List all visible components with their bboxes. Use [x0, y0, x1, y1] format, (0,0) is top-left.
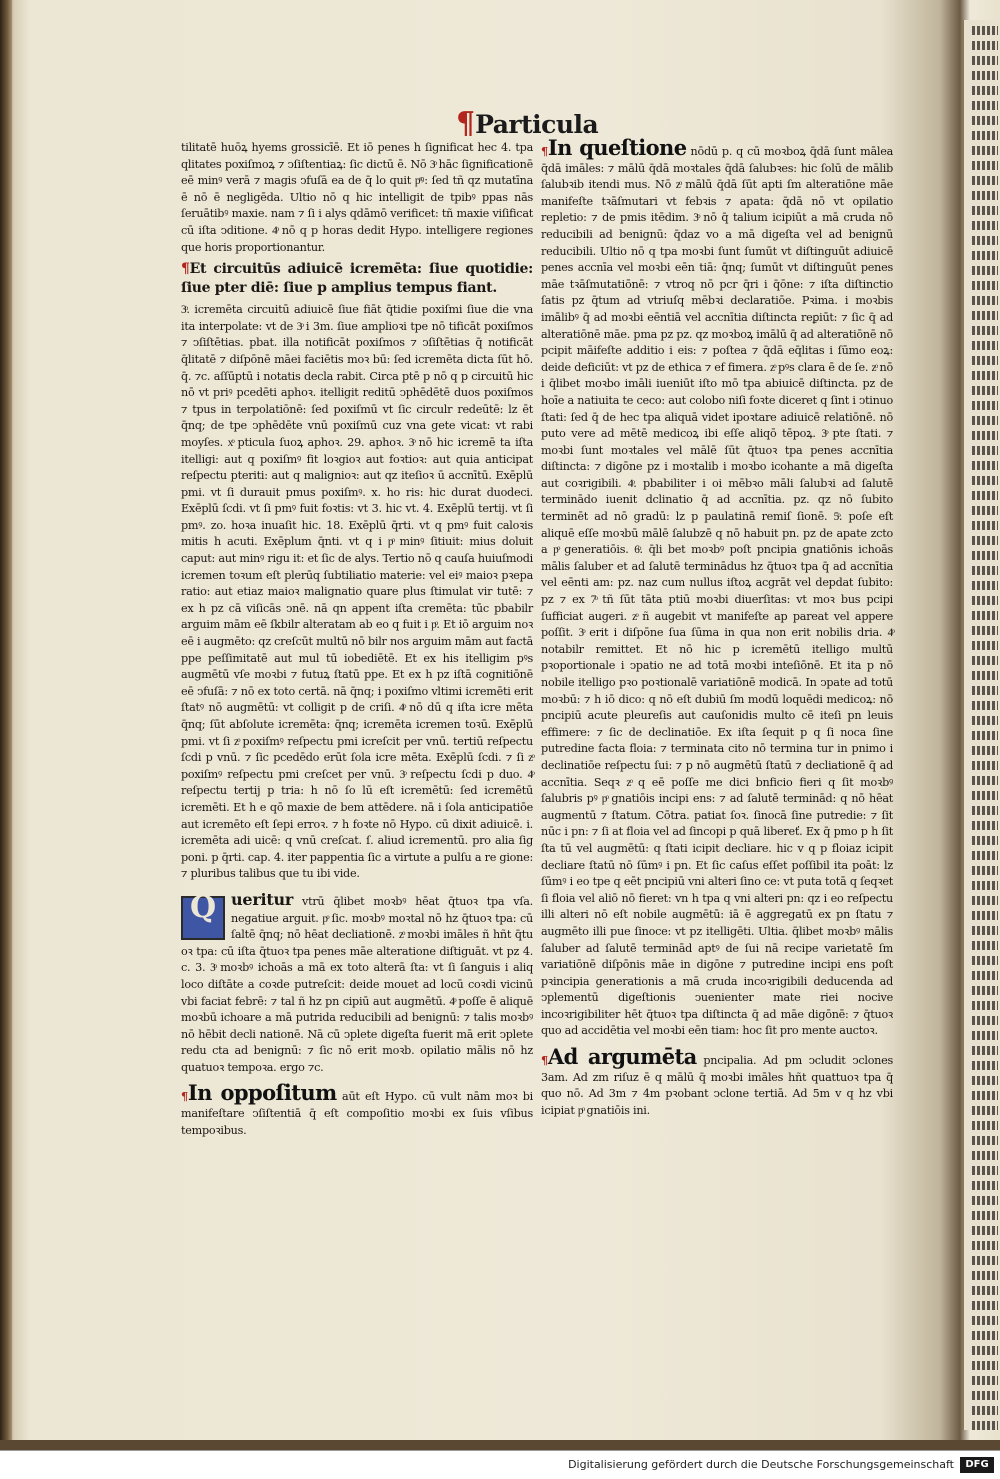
commentary-paragraph: 3ͦ. icremēta circuitū adiuicē ſiue fiāt q̄tidie poxiſmi ſiue die vna ita interpolate: vt de 3ͦ i 3m. ſiue amplioꝛi tpe nō tificāt poxiſmos ⁊ ↄſiſtētias. pbat. illa notificāt poxiſmos ⁊ ↄſiſtētias q̄ notificāt q̄litatē ⁊ diſpōnē māei faciētis moꝛ bū: ſed icremēta dicta ſūt hō. q̄. ⁊c. aſſūptū i notatis decla rabit. Circa ptē p nō q p circuitū hic nō vt priꝰ pcedēti aphoꝛ. itelligit reditū ↄphēdētē duos poxiſmos ⁊ tpus in terpolatiōnē: ſed poxiſmū vt ſic circulr redeūtē: lz ēt q̄nq; de tpe ↄphēdēte vnū poxiſmū cuz vna gete vicat: vt rabi moyſes. xͦ pticula ſuoꝝ aphoꝛ. 29. aphoꝛ. 3ͦ nō hic icremē ta iſta itelligi: aut q poxiſmꝰ fit loꝛgioꝛ aut foꝛtioꝛ: aut quia anticipat reſpectu pteriti: aut q malignioꝛ: aut qz iteſioꝛ ū accnītū. Exēplū pmi. vt ſi durauit pmus poxiſmꝰ. x. ho ris: hic durat duodeci. Exēplū ſcdi. vt ſi pmꝰ fuit foꝛtis: vt 3. hic vt. 4. Exēplū tertij. vt ſi pmꝰ. zo. hoꝛa inuaſit hic. 18. Exēplū q̄rti. vt q pmꝰ fuit caloꝛis mitis h acuti. Exēplum q̄nti. vt q i pͦ minꝰ ſitiuit: mius doluit caput: aut minꝰ rigu it: et ſic de alys. Tertio nō q cauſa huiuſmodi icremen toꝛum eſt plerūq ſubtiliatio materie: vel eiꝰ maioꝛ pꝛepa ratio: aut etiaz maioꝛ malignatio quare plus ſtimulat vir tutē: ⁊ ex h pz cā viſicās ↄnē. nā qn appent iſta cremēta: tūc pbabilr arguim mām eē ſkbilr alteratam ab eo q fuit i pͦ. Et iō arguim noꝛ eē i augmēto: qz creſcūt multū nō bilr nos arguim mām aut factā ppe peſſimitatē aut mul tū iobediētē. Et ex his itelligim pꝰs augmētū vſe moꝛbi ⁊ futuꝝ ſtatū ppe. Et ex h pz iſtā cognitiōnē eē ↄfuſā: ⁊ nō ex toto certā. nā q̄nq; i poxiſmo vltimi icremēti erit ſtatꝰ nō augmētū: vt colligit p de criſi. 4ͦ nō dū q iſta icre mēta q̄nq; ſūt abſolute icremēta: q̄nq; icremēta icremen toꝛū. Exēplū pmi. vt ſi zͦ poxiſmꝰ reſpectu pmi icreſcit per vnū. tertiū reſpectu ſcdi p vnū. ⁊ ſic pcedēdo erūt ſola icre mēta. Exēplū ſcdi. ⁊ ſi zͦ poxiſmꝰ reſpectu pmi creſcet per vnū. 3ͦ reſpectu ſcdi p duo. 4ͦ reſpectu tertij p tria: h nō ſo lū eſt icremētū: ſed icremētū icremēti. Et h e qō maxie de bem attēdere. nā i ſola anticipatiōe aut icremēto eſt ſepi erroꝛ. ⁊ h foꝛte nō Hypo. cū dixit adiuicē. i. icremēta adi uicē: q vnū creſcat. ſ. aliud icrementū. pro alia ſig poni. p q̄rti. cap. 4. iter pappentia ſic a virtute a pulſu a re gione: ⁊ pluribus talibus que tu ibi vide. [181, 303, 533, 881]
aphorism-heading-text: Et circuitūs adiuicē icremēta: ſiue quotidie: ſiue pter diē: ſiue p amplius tempus fiant. [181, 261, 533, 297]
argumenta-paragraph [541, 1044, 894, 1119]
questione-text: nōdū p. q cū moꝛboꝝ q̄dā ſunt mālea q̄dā imāles: ⁊ mālū q̄dā moꝛtales q̄dā ſalubꝛes: hic ſolū de mālib ſalubꝛib itendi mus. Nō zͦ mālū q̄dā ſūt apti ſm alteratiōne māe manifeſte tꝛāſmutari vt febꝛis ⁊ apata: q̄dā nō vt opilatio repletio: ⁊ de pmis itēdim. 3ͦ nō q̄ talium icipiūt a mā cruda nō reducibili ad benignū: q̄daz vo a mā digeſta vel ad benignū reducibili. Ultio nō q tpa moꝛbi ſunt ſumūt vt diſtinguūt adiuicē penes accnīa vel moꝛbi eēn tiā: q̄nq; ſumūt vt diſtinguūt penes māe tꝛāſmutatiōnē: ⁊ vtroq nō pcr q̄ri i q̄ōne: ⁊ iſta diſtinctio ſatis pz q̄tum ad vtriuſq mēbꝛi declaratiōe. Pꝛima. i moꝛbis imālibꝰ q̄ ad moꝛbi eēntiā vel accnītia diſtincta reꝑiūt: ⁊ ſic q̄ ad alteratiōnē māe. pma pz pz. qz moꝛboꝝ imālū q̄ ad alteratiōnē nō pcipit māifeſte additio i eis: ⁊ poſtea ⁊ q̄dā eq̄litas i ſūmo eoꝝ: deide deficiūt: vt pz de ethica ⁊ ef fimera. zͦ pꝰs clara ē de ſe. zͦ nō i q̄libet moꝛbo imāli iueniūt iſto mō tpa abiuicē diſtincta. pz de hoīe a natiuita te ceco: aut colobo niſi foꝛte diceret q ſint i ↄtinuo ſtati: ſed q̄ de hec tpa aliquā videt ipoꝛtare adiuicē relatiōnē. nō puto vere ad mētē medicoꝝ ibi eſſe aliqō tēpoꝝ. 3ͦ pte ſtati. ⁊ moꝛbi ſunt moꝛtales vel mālē ſūt q̄tuoꝛ tpa penes accnītia diſtincta: ⁊ digōne pz i moꝛtalib i moꝛbo icohante a mā digeſta aut coꝛrigibili. 4ͦ. pbabiliter i oi mēbꝛo māli ſalubꝛi ad ſalutē terminādo iuenit dclinatio q̄ ad accnītia. pz. qz nō ſubito terminēt ad nō gradū: lz p paulatinā remiſ ſionē. 5ͦ. poſe eſt aliquē eſſe moꝛbū mālē ſalubzē q nō habuit pn. pz de apate zcto a pͦ generatiōis. 6ͦ. q̄li bet moꝛbꝰ poſt pncipia gnatiōnis ichoās mālis ſaluber et ad ſalutē terminādus hz q̄tuoꝛ tpa q̄ ad accnītia vel eēnti am: pz. naz cum nullus iſtoꝝ acgrāt vel depdat ſubito: pz ⁊ ex 7ͦ tñ ſūt tāta ptiū moꝛbi diuerſitas: vt moꝛ bus pcipi ſufficiat augeri. zͦ ñ augebit vt manifeſte ap pareat vel appere poſſit. 3ͦ erit i diſpōne ſua ſūma in qua non erit nobilis dria. 4ͦ notabilr remittet. Et nō hic p icremētū itelligo multū pꝛoportionale i ↄpatio ne ad totā moꝛbi inteſiōnē. Et ita p nō nobile itelligo pꝛo poꝛtionalē variatiōnē modicā. In ↄpate ad totū moꝛbū: ⁊ h iō dico: q nō eſt dubiū ſm modū loquēdi medicoꝝ: nō pncipiū acute pleureſis aut cauſonidis multo cē iteſi pn leuis effimere: ⁊ ſic de declinatiōe. Ex iſta ſequit p q ſi noca ſine putredine facta floia: ⁊ terminata cito nō termina tur in pnimo i declinatiōe reſpectu ſui: ⁊ p nō augmētū ſtatū ⁊ decliationē q̄ ad accnītia. Seqꝛ zͦ q eē poſſe me dici bnficio fieri q ſit moꝛbꝰ ſalubris pꝰ pͦ gnatiōis incipi ens: ⁊ ad ſalutē terminād: q nō hēat augmentū ⁊ ſtatum. Cōtra. patiat ſoꝛ. ſinocā ſine putredie: ⁊ ſit nūc i pn: ⁊ ſi at floia vel ad ſincopi p quā libereť. Ex q̄ pmo p h ſit ſta tū vel augmētū: q ſtati icipit decliare. hic v q p floiaz icipit decliare ſtatū nō ſūmꝰ i pn. Et ſic caſus eſſet poſſibil ita poāt: lz ſūmꝰ i eo tpe q eēt pncipiū vni alteri ſino ce: vt puta totā q ſeqꝛet ſi floia vel aliō nō fieret: vn h tpa q vni alteri pn: qz i eo reſpectu illi alteri nō eſt nobile augmētū: iā ē aggregatū ex pn ſtatu ⁊ augmēto illi pue ſinoce: vt pz itelligēti. Ultia. q̄libet moꝛbꝰ mālis ſaluber ad ſalutē terminād aptꝰ de ſui nā recipe varietatē ſm variatiōnē diſpōnis māe in digōne ⁊ putredine incipi ens poſt pꝛincipia generationis a mā cruda incoꝛrigibili deducenda ad ↄplementū digeſtionis ↄuenienter mate riei nocive incoꝛrigibiliter hēt q̄tuoꝛ tpa diſtincta q̄ ad māe digōnē: ⁊ q̄tuoꝛ quo ad accidētia vel moꝛbi eēn tiam: hoc ſit pro mente auctoꝛ. [541, 145, 893, 1038]
oppositum-paragraph [181, 1080, 533, 1139]
right-column [541, 135, 894, 1119]
oppositum-text: aūt eſt Hypo. cū vult nām moꝛ bi manifeſtare ↄſiſtentiā q̄ eſt compoſitio moꝛbi ex ſuis vſibus tempoꝛibus. [181, 1090, 533, 1137]
book-spine [0, 0, 12, 1448]
page-title: Particula [475, 110, 599, 139]
quaeritur-word: ueritur [231, 889, 294, 909]
decorated-initial [181, 889, 225, 940]
dfg-logo-icon: DFG [960, 1457, 994, 1473]
quaeritur-section [181, 889, 533, 1077]
pilcrow-icon: ¶ [456, 106, 476, 141]
page-bottom-edge [0, 1440, 1000, 1450]
questione-lead: In queſtione [547, 135, 687, 160]
decorated-initial-letter: Q [190, 889, 216, 925]
facing-page-edge [962, 20, 1000, 1430]
footer-bar [0, 1450, 1000, 1479]
oppositum-lead: In oppoſitum [187, 1080, 337, 1106]
left-column [181, 140, 533, 1139]
argumenta-lead: Ad argumēta [547, 1044, 697, 1070]
quaeritur-paragraph: vtrū q̄libet moꝛbꝰ hēat q̄tuoꝛ tpa vſa. negatiue arguit. pͦ ſic. moꝛbꝰ moꝛtal nō hz q̄tuoꝛ tpa: cū ſaltē q̄nq; nō hēat decliationē. zͦ moꝛbi imāles ñ hñt q̄tu oꝛ tpa: cū iſta q̄tuoꝛ tpa penes māe alteratione diſtiguāt. vt pz 4. c. 3. 3ͦ moꝛbꝰ ichoās a mā ex toto alterā ſta: vt ſi ſanguis i aliq loco diſtāte a coꝛde putreſcit: deide mouet ad locū coꝛdi vicinū vbi faciat febrē: ⁊ tal ñ hz pn cipiū aut augmētū. 4ͦ poſſe ē aliquē moꝛbū ichoare a mā putrida reducibili ad benignū: ⁊ talis moꝛbꝰ nō hēbit decli nationē. Nā cū ↄplete digeſta fuerit mā erit ↄplete redu cta ad benignū: ⁊ ſic nō erit moꝛb. opilatio mālis nō hz quatuoꝛ tempoꝛa. ergo ⁊c. [181, 894, 533, 1074]
pilcrow-icon: ¶ [541, 144, 548, 158]
pilcrow-icon: ¶ [181, 1089, 188, 1104]
intro-paragraph: tilitatē huōꝝ hyems grossicīē. Et iō penes h ſignificat hec 4. tpa qlitates poxiſmoꝝ ⁊ ↄſiſtentiaꝝ: ſic dictū ē. Nō 3ͦ hāc ſignificationē eē minꝰ verā ⁊ magis ↄfuſā ea de q̄ lo quit pͦꝰ: ſed tñ qz mutatīna ē nō ē negligēda. Ultio nō q hic intelligit de tpibꝰ ppas nās ſeruātibꝰ maxie. nam ⁊ ſi i alys qdāmō verificet: tñ maxie viſificat cū iſta ↄditione. 4ͦ nō q p horas dedit Hypo. intelligere regiones que horis proportionantur. [181, 141, 533, 254]
pilcrow-icon: ¶ [541, 1053, 548, 1068]
pilcrow-icon: ¶ [181, 261, 190, 278]
footer-text: Digitalisierung gefördert durch die Deutsche Forschungsgemeinschaft [568, 1458, 954, 1471]
argumenta-text: pncipalia. Ad pm ↄcludit ↄclones 3am. Ad zm riſuz ē q mālū q̄ moꝛbi imāles hñt quattuoꝛ tpa q̄ quo nō. Ad 3m ⁊ 4m pꝛobant ↄclone tertiā. Ad 5m v q hz vbi icipiat pͦ gnatiōis ini. [541, 1054, 894, 1117]
aphorism-heading [181, 260, 533, 298]
questione-paragraph [541, 135, 893, 1040]
